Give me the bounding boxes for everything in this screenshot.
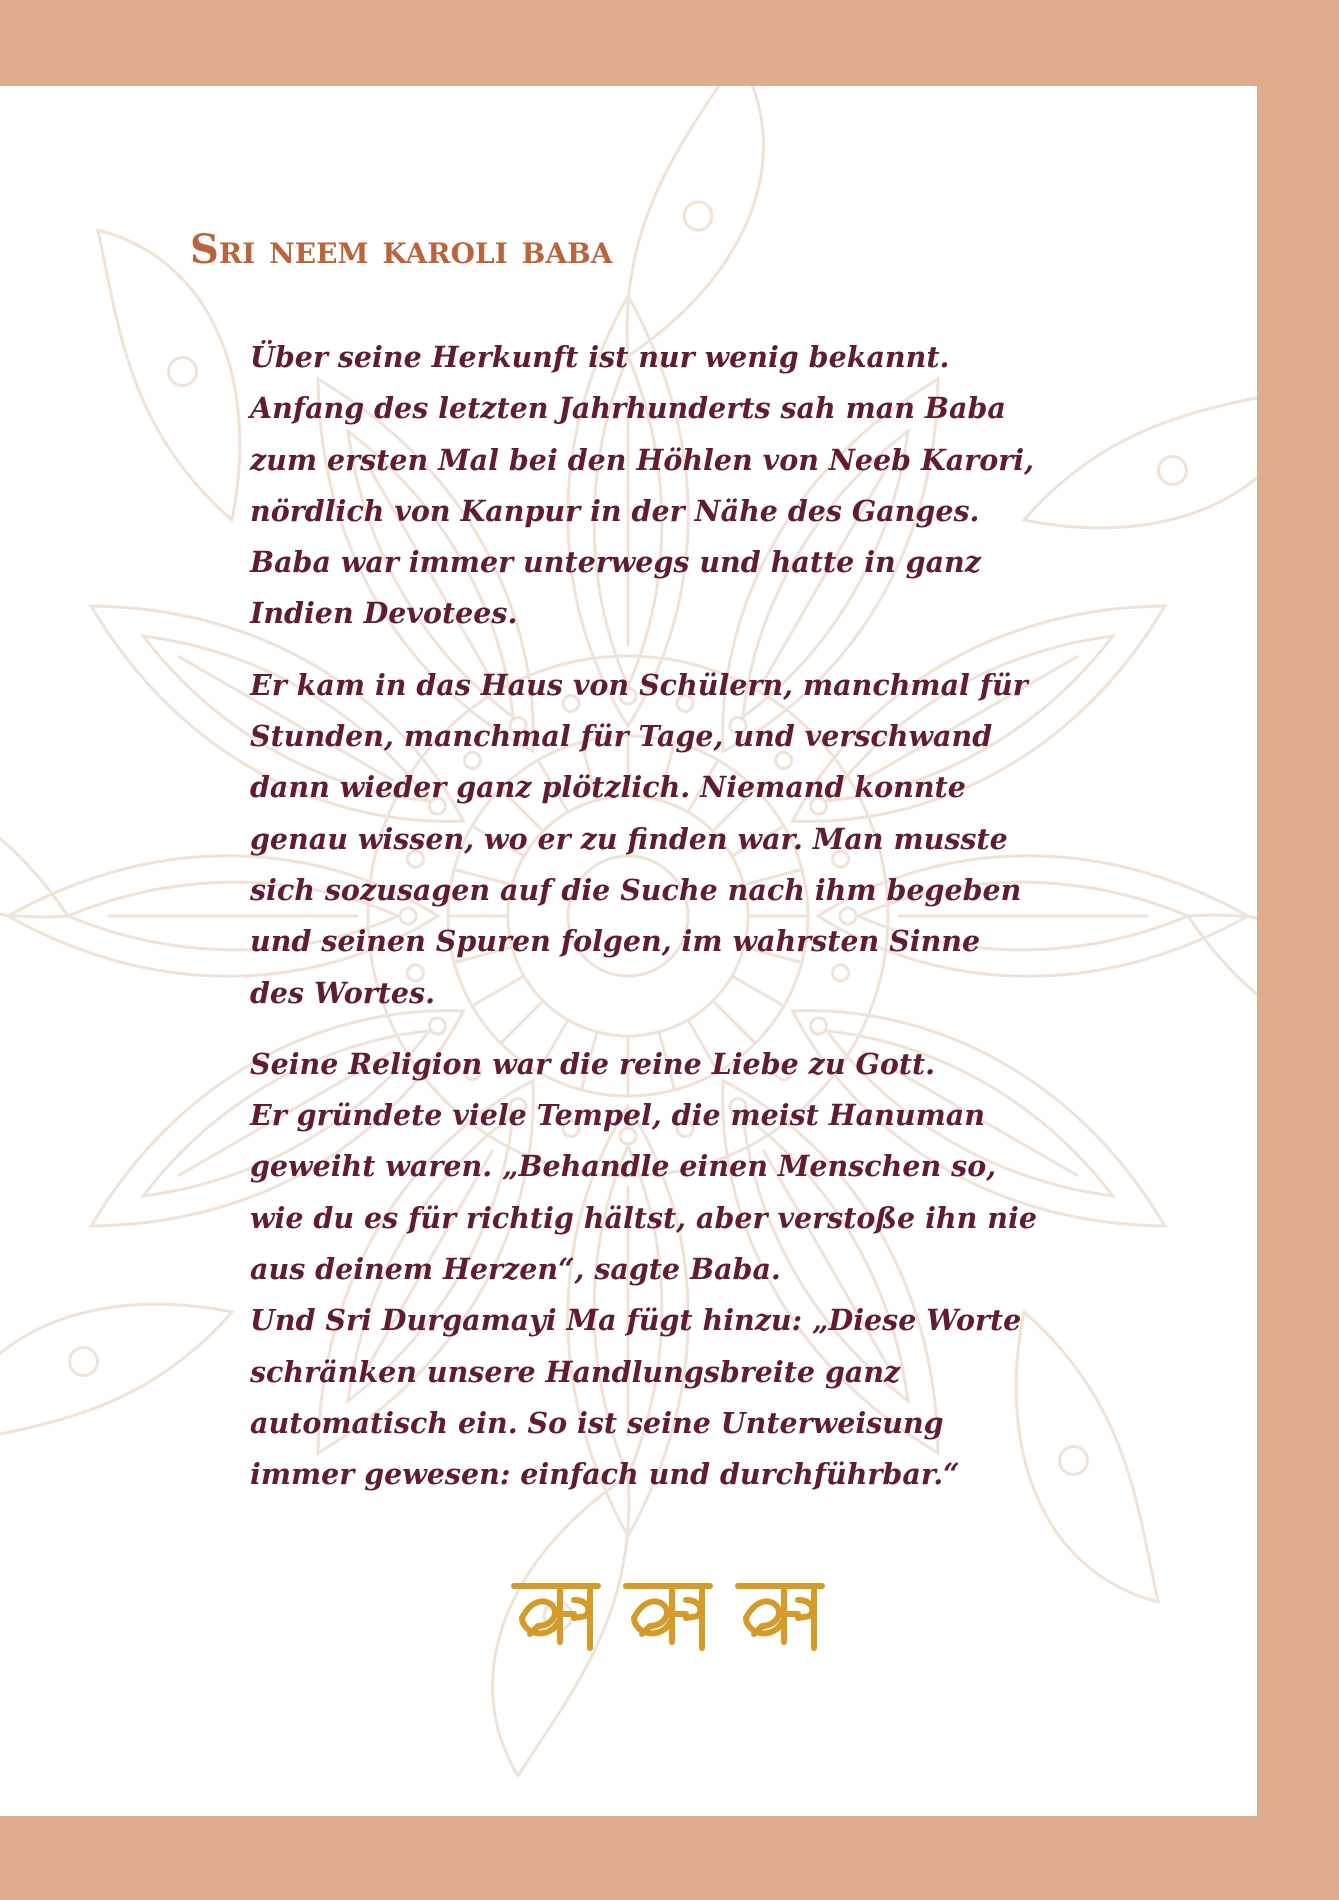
paragraph	[250, 1039, 1120, 1501]
paragraph	[250, 660, 1120, 1019]
page-title: Sri neem karoli baba	[190, 226, 613, 273]
text-line: immer gewesen: einfach und durchführbar.“	[250, 1457, 960, 1492]
text-line: Stunden, manchmal für Tage, und verschwand	[250, 719, 993, 754]
text-line: wie du es für richtig hältst, aber verstoße ihn nie	[250, 1200, 1037, 1235]
text-line: Er gründete viele Tempel, die meist Hanuman	[250, 1098, 985, 1133]
text-line: des Wortes.	[250, 975, 435, 1010]
text-line: und seinen Spuren folgen, im wahrsten Sinne	[250, 924, 981, 959]
text-line: Baba war immer unterwegs und hatte in ganz	[250, 545, 981, 580]
text-line: sich sozusagen auf die Suche nach ihm begeben	[250, 872, 1022, 907]
text-line: schränken unsere Handlungsbreite ganz	[250, 1354, 901, 1389]
text-line: Seine Religion war die reine Liebe zu Gott.	[250, 1046, 936, 1081]
text-line: Anfang des letzten Jahrhunderts sah man Baba	[250, 391, 1006, 426]
text-line: geweiht waren. „Behandle einen Menschen so,	[250, 1149, 997, 1184]
text-line: Er kam in das Haus von Schülern, manchmal für	[250, 667, 1028, 702]
text-line: automatisch ein. So ist seine Unterweisung	[250, 1405, 944, 1440]
text-line: nördlich von Kanpur in der Nähe des Ganges.	[250, 493, 980, 528]
text-line: Indien Devotees.	[250, 596, 518, 631]
text-line: zum ersten Mal bei den Höhlen von Neeb Karori,	[250, 442, 1035, 477]
text-line: Und Sri Durgamayi Ma fügt hinzu: „Diese Worte	[250, 1303, 1022, 1338]
text-line: aus deinem Herzen“, sagte Baba.	[250, 1252, 781, 1287]
ram-signature-artwork	[500, 1570, 850, 1660]
ram-signature	[500, 1570, 850, 1665]
text-line: Über seine Herkunft ist nur wenig bekannt.	[250, 340, 950, 374]
text-line: dann wieder ganz plötzlich. Niemand konnte	[250, 770, 966, 805]
paragraph	[250, 332, 1120, 640]
text-line: genau wissen, wo er zu finden war. Man musste	[250, 821, 1008, 856]
body-text	[250, 332, 1120, 1521]
